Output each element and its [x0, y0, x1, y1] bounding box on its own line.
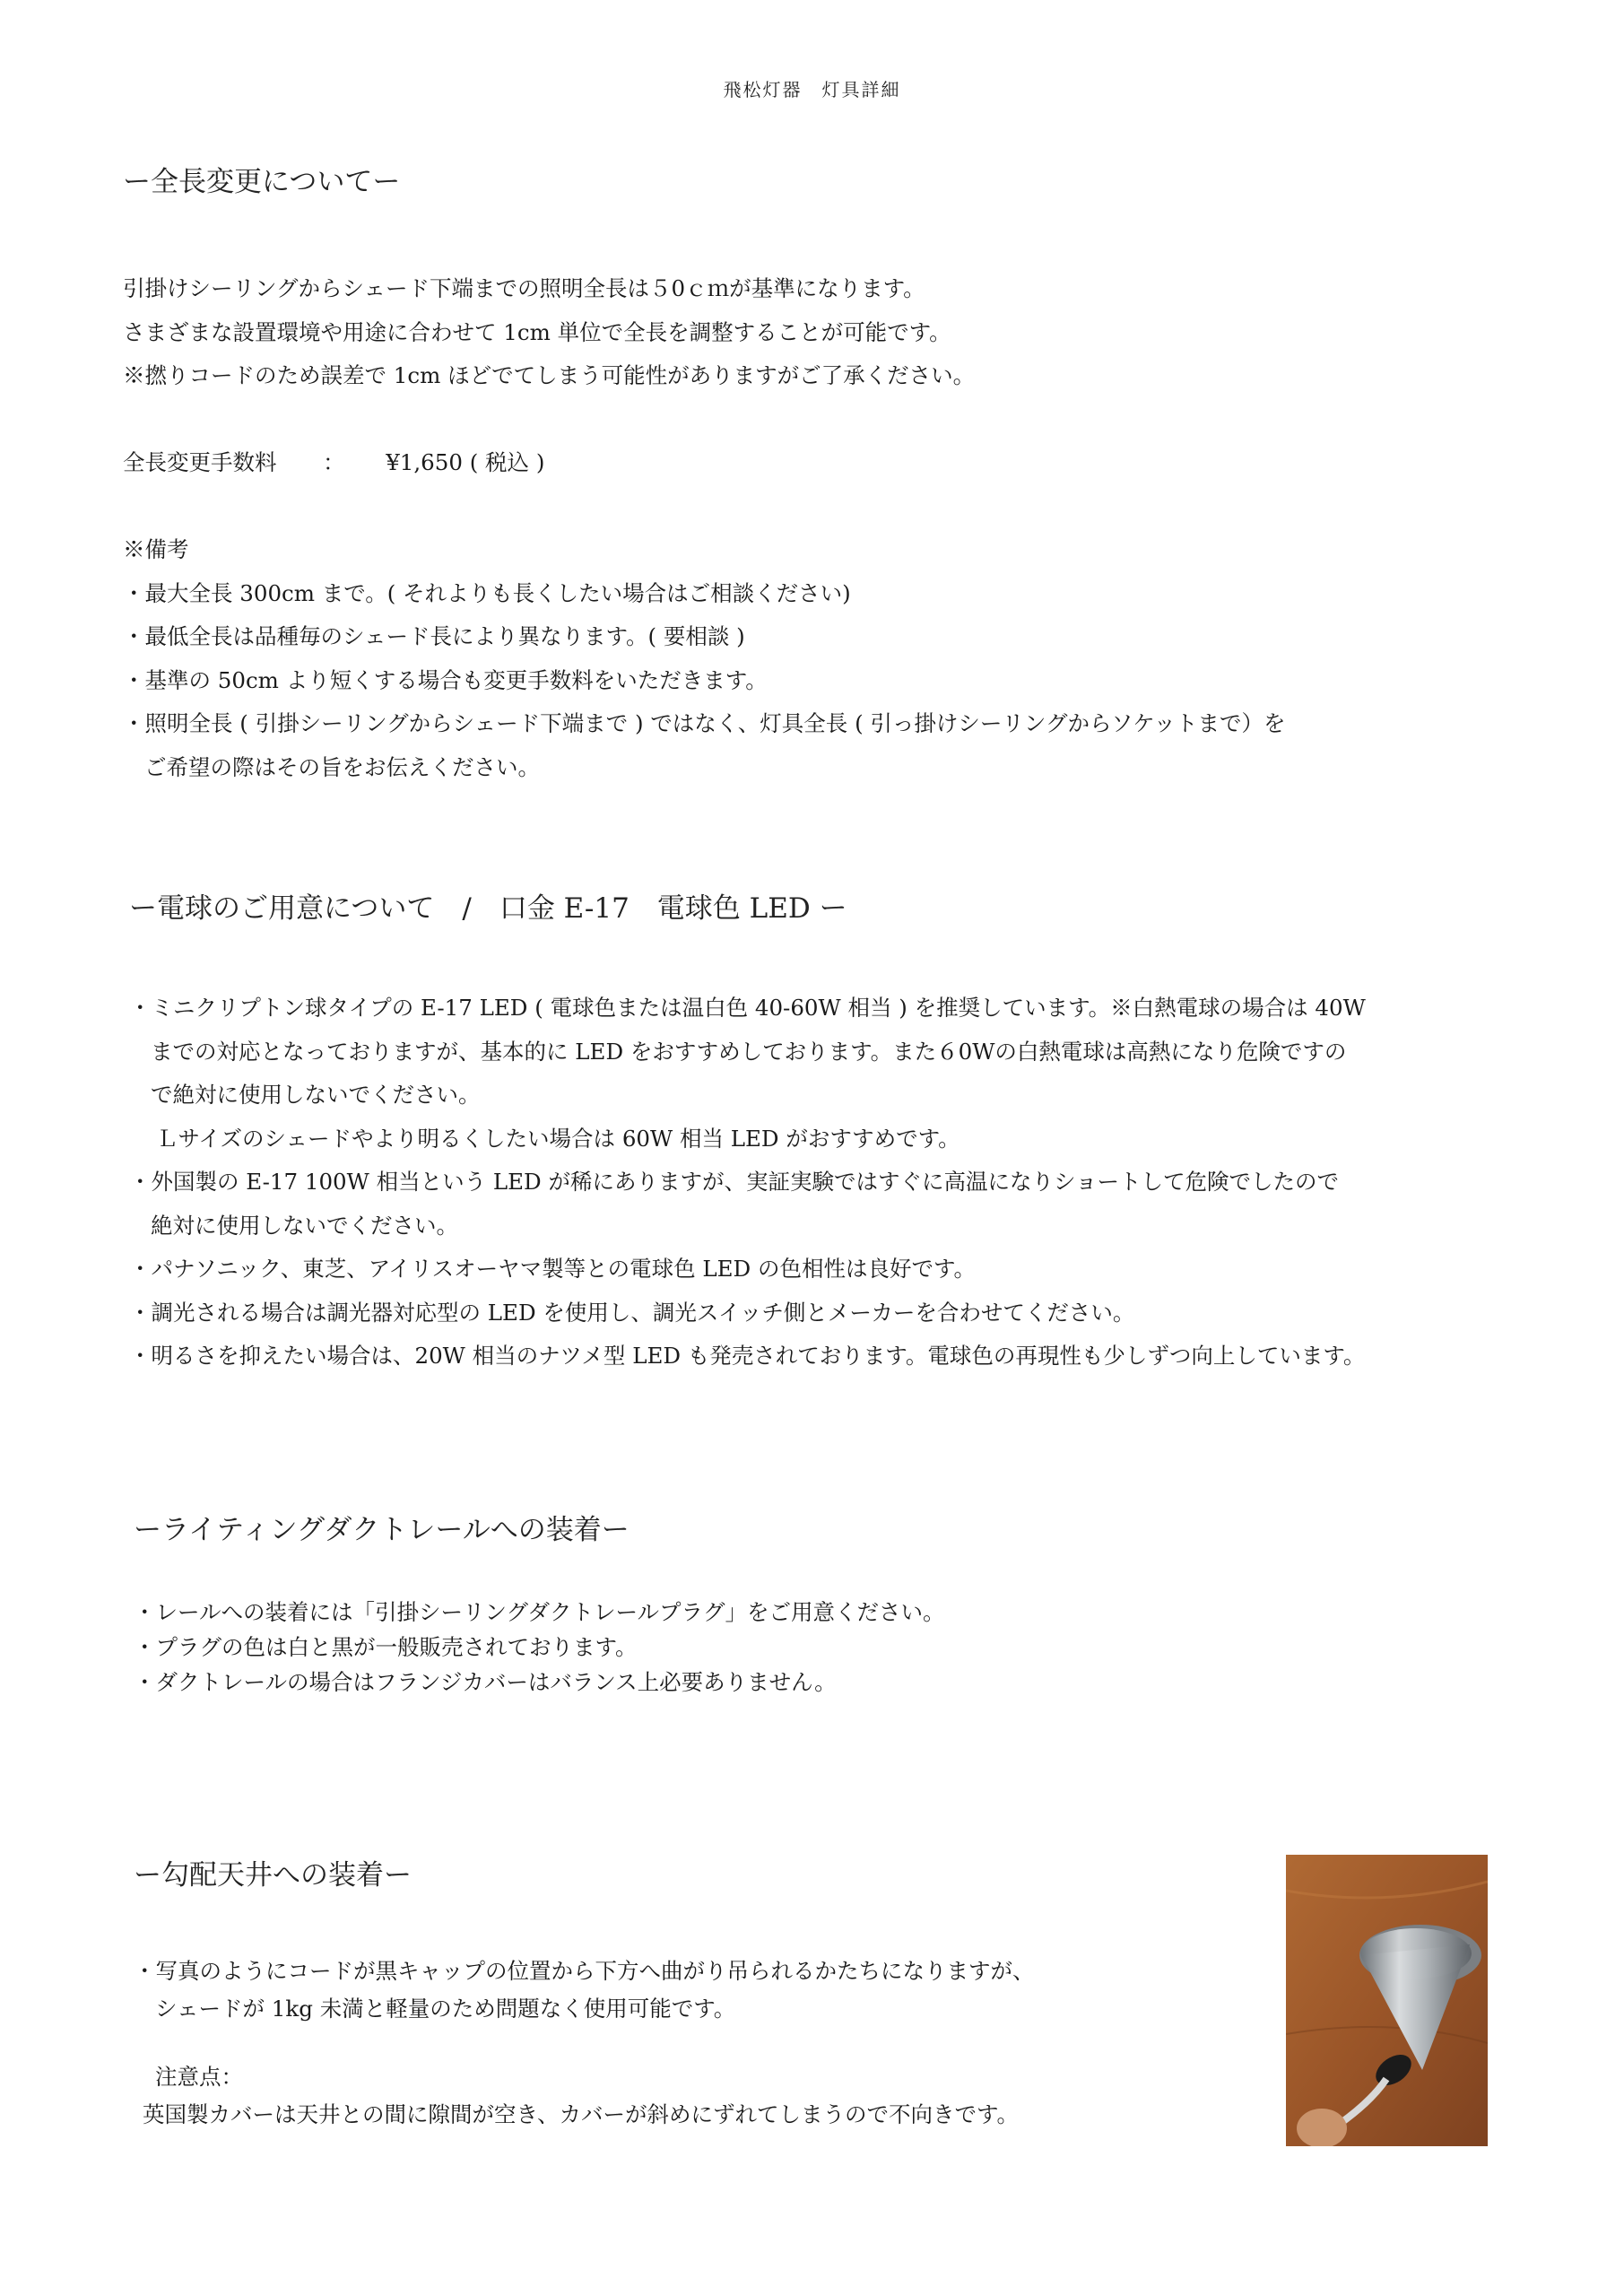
length-line: 引掛けシーリングからシェード下端までの照明全長は５0ｃｍが基準になります。	[123, 275, 925, 301]
bulb-line: ・ミニクリプトン球タイプの E-17 LED ( 電球色または温白色 40-60W 相当 ) を推奨しています。※白熱電球の場合は 40W	[129, 995, 1366, 1021]
duct-heading: ーライティングダクトレールへの装着ー	[134, 1514, 630, 1546]
length-heading: ー全長変更についてー	[123, 166, 401, 198]
ceiling-rose-photo	[1286, 1855, 1488, 2146]
bulb-line: ・外国製の E-17 100W 相当という LED が稀にありますが、実証実験ではすぐに高温になりショートして危険でしたので	[129, 1169, 1339, 1195]
duct-line: ・ダクトレールの場合はフランジカバーはバランス上必要ありません。	[134, 1669, 837, 1695]
duct-line: ・レールへの装着には「引掛シーリングダクトレールプラグ」をご用意ください。	[134, 1599, 945, 1625]
section-bulb	[129, 891, 1534, 1378]
section-duct	[134, 1512, 1534, 1700]
bulb-line: で絶対に使用しないでください。	[151, 1082, 481, 1108]
duct-line: ・プラグの色は白と黒が一般販売されております。	[134, 1634, 638, 1660]
slope-line: シェードが 1kg 未満と軽量のため問題なく使用可能です。	[155, 1996, 736, 2022]
bulb-line: までの対応となっておりますが、基本的に LED をおすすめしております。また６0Wの白熱電球は高熱になり危険ですの	[151, 1038, 1347, 1065]
page-header: 飛松灯器 灯具詳細	[723, 79, 901, 100]
bulb-line: Ｌサイズのシェードやより明るくしたい場合は 60W 相当 LED がおすすめです。	[156, 1125, 960, 1152]
fee-separator: ：	[323, 449, 345, 475]
bulb-line: ・明るさを抑えたい場合は、20W 相当のナツメ型 LED も発売されております。電球色の再現性も少しずつ向上しています。	[129, 1343, 1366, 1369]
note-item: ・最大全長 300cm まで。( それよりも長くしたい場合はご相談ください)	[123, 579, 851, 606]
caution-title: 注意点：	[155, 2064, 243, 2090]
bulb-line: ・パナソニック、東芝、アイリスオーヤマ製等との電球色 LED の色相性は良好です。	[129, 1256, 977, 1282]
bulb-line: 絶対に使用しないでください。	[151, 1212, 458, 1239]
bulb-line: ・調光される場合は調光器対応型の LED を使用し、調光スイッチ側とメーカーを合わせてください。	[129, 1299, 1135, 1326]
length-line: さまざまな設置環境や用途に合わせて 1cm 単位で全長を調整することが可能です。	[123, 318, 951, 345]
slope-heading: ー勾配天井への装着ー	[134, 1859, 412, 1892]
note-item: ・照明全長 ( 引掛シーリングからシェード下端まで ) ではなく、灯具全長 ( 引っ掛けシーリングからソケットまで）を	[123, 710, 1286, 736]
fee-value: ¥1,650 ( 税込 )	[386, 449, 545, 475]
note-item: ・最低全長は品種毎のシェード長により異なります。( 要相談 )	[123, 623, 745, 649]
notes-title: ※備考	[123, 536, 189, 562]
slope-line: ・写真のようにコードが黒キャップの位置から下方へ曲がり吊られるかたちになりますが、	[134, 1958, 1035, 1984]
bulb-heading: ー電球のご用意について / 口金 E-17 電球色 LED ー	[129, 892, 847, 925]
caution-text: 英国製カバーは天井との間に隙間が空き、カバーが斜めにずれてしまうので不向きです。	[143, 2101, 1020, 2127]
fee-label: 全長変更手数料	[123, 449, 277, 475]
length-fee	[123, 441, 1534, 485]
note-item-continued: ご希望の際はその旨をお伝えください。	[144, 753, 540, 780]
note-item: ・基準の 50cm より短くする場合も変更手数料をいただきます。	[123, 666, 768, 693]
length-line: ※撚りコードのため誤差で 1cm ほどでてしまう可能性がありますがご了承ください。	[123, 362, 976, 388]
section-length	[123, 164, 1534, 789]
